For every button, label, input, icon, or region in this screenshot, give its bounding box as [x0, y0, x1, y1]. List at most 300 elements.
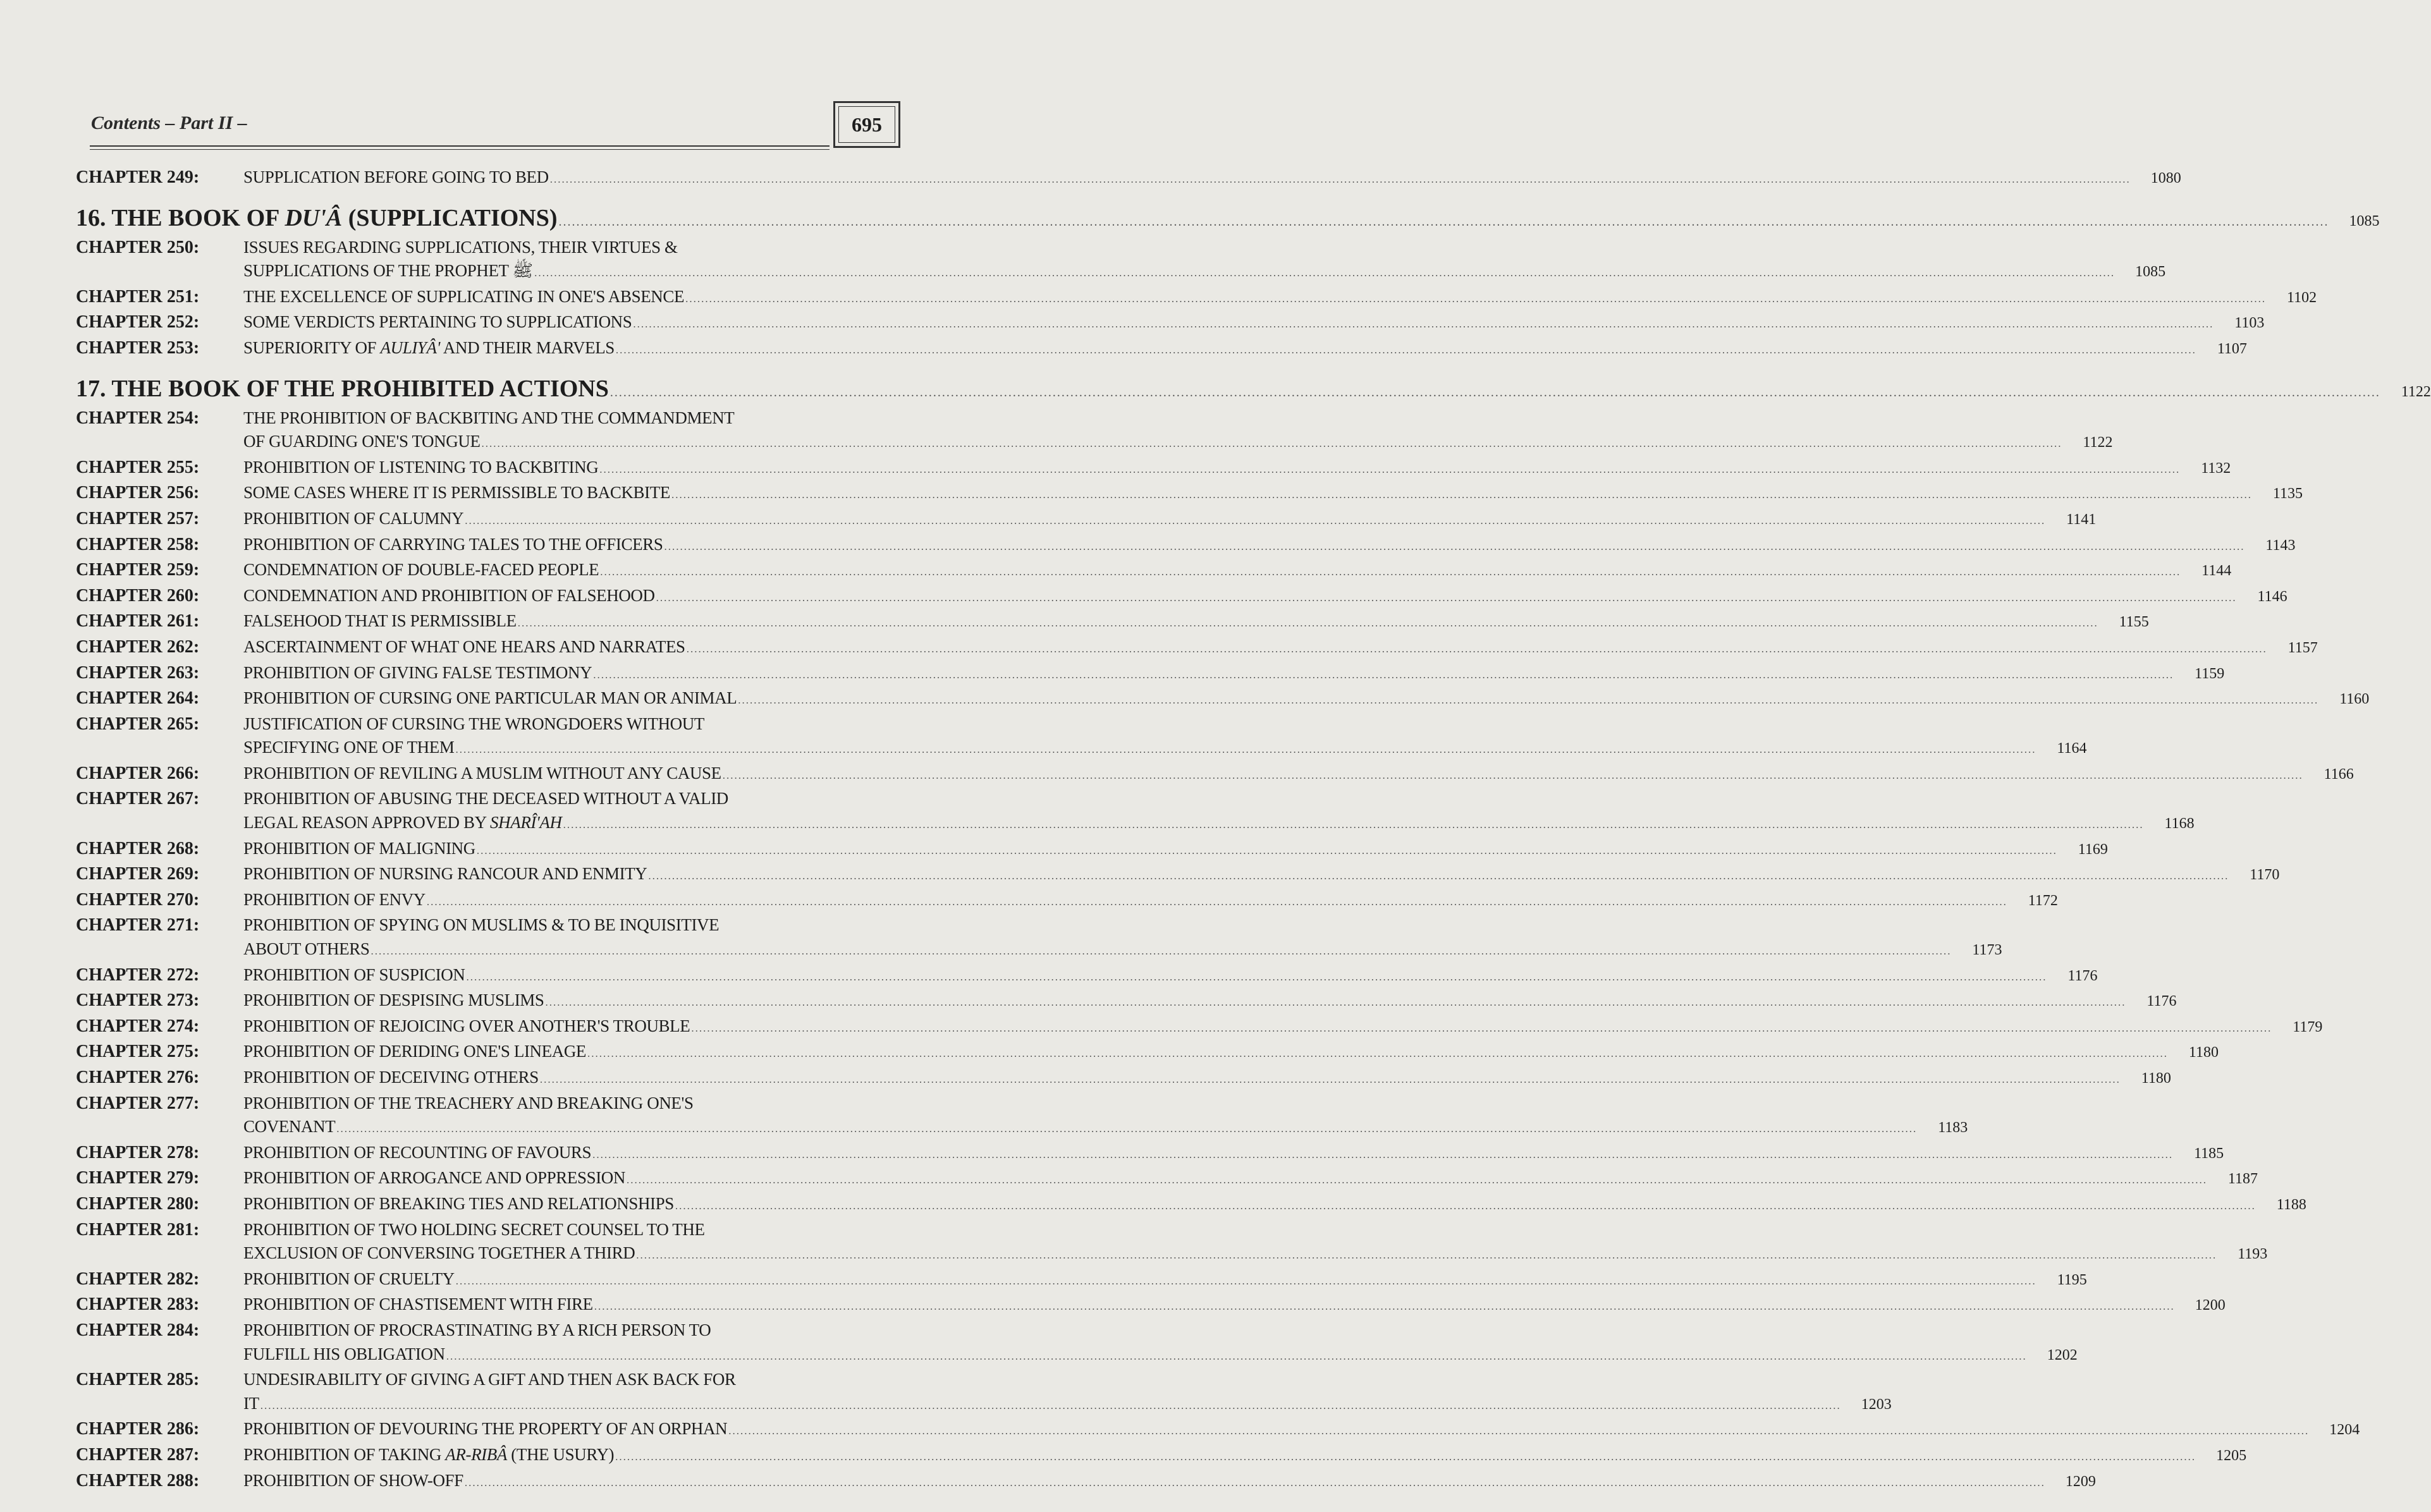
- chapter-page-number: 1203: [1861, 1396, 1892, 1413]
- dot-leader: ................................................................................................................................................................................................................................................................................................................................................................................................................: [336, 1123, 1918, 1135]
- chapter-title: [243, 456, 2231, 482]
- toc-entry[interactable]: [76, 310, 2265, 336]
- chapter-title-text: SOME VERDICTS PERTAINING TO SUPPLICATIONS: [243, 312, 632, 332]
- chapter-page-number: 1204: [2329, 1422, 2360, 1439]
- dot-leader: ................................................................................................................................................................................................................................................................................................................................................................................................................: [455, 743, 2036, 756]
- chapter-title-text: PROHIBITION OF CARRYING TALES TO THE OFFICERS: [243, 534, 663, 554]
- toc-entry[interactable]: [76, 661, 2225, 687]
- dot-leader: ................................................................................................................................................................................................................................................................................................................................................................................................................: [534, 267, 2116, 279]
- toc-entry[interactable]: [76, 1218, 2268, 1267]
- chapter-title-line: [243, 888, 2058, 914]
- chapter-title: [243, 1092, 1968, 1141]
- chapter-title-line: [243, 259, 2166, 285]
- chapter-title-text: FALSEHOOD THAT IS PERMISSIBLE: [243, 611, 517, 631]
- chapter-label: CHAPTER 263:: [76, 662, 200, 683]
- chapter-label: CHAPTER 285:: [76, 1370, 200, 1390]
- chapter-title-text: SPECIFYING ONE OF THEM: [243, 738, 455, 757]
- chapter-label: CHAPTER 271:: [76, 915, 200, 936]
- chapter-title-line: [243, 1066, 2171, 1092]
- header-rule: [90, 145, 830, 147]
- chapter-title-text: PROHIBITION OF CHASTISEMENT WITH FIRE: [243, 1295, 593, 1314]
- chapter-title: [243, 1267, 2087, 1293]
- chapter-title-line: [243, 1115, 1968, 1141]
- chapter-label: CHAPTER 273:: [76, 991, 200, 1011]
- chapter-page-number: 1143: [2265, 537, 2296, 554]
- chapter-title-line: PROHIBITION OF TWO HOLDING SECRET COUNSEL TO THE: [243, 1219, 705, 1239]
- dot-leader: ................................................................................................................................................................................................................................................................................................................................................................................................................: [587, 1047, 2169, 1060]
- chapter-page-number: 1176: [2067, 967, 2098, 984]
- chapter-title-line: [243, 736, 2087, 762]
- chapter-page-number: 1103: [2234, 315, 2265, 332]
- chapter-title-line: [243, 1166, 2258, 1192]
- chapter-page-number: 1176: [2146, 993, 2177, 1010]
- chapter-title: [243, 1015, 2323, 1040]
- chapter-title: [243, 406, 2113, 456]
- chapter-title-line: [243, 533, 2296, 559]
- dot-leader: ................................................................................................................................................................................................................................................................................................................................................................................................................: [728, 1425, 2310, 1437]
- chapter-title-text: THE EXCELLENCE OF SUPPLICATING IN ONE'S ABSENCE: [243, 286, 685, 306]
- chapter-page-number: 1080: [2150, 170, 2181, 186]
- chapter-title: [243, 1293, 2226, 1319]
- chapter-title-text: PROHIBITION OF MALIGNING: [243, 838, 475, 858]
- toc-entry[interactable]: [76, 456, 2231, 482]
- chapter-title: [243, 1319, 2078, 1368]
- dot-leader: ................................................................................................................................................................................................................................................................................................................................................................................................................: [465, 514, 2046, 527]
- toc-entry[interactable]: [76, 285, 2317, 311]
- chapter-title: [243, 1040, 2219, 1066]
- chapter-title-text: PROHIBITION OF BREAKING TIES AND RELATIONSHIPS: [243, 1193, 674, 1213]
- toc-entry[interactable]: [76, 913, 2002, 963]
- chapter-title-line: [243, 456, 2231, 482]
- chapter-title-line: [243, 837, 2108, 863]
- chapter-title: [243, 1417, 2360, 1443]
- dot-leader: ................................................................................................................................................................................................................................................................................................................................................................................................................: [466, 970, 2047, 983]
- chapter-title-text: PROHIBITION OF REJOICING OVER ANOTHER'S TROUBLE: [243, 1016, 690, 1035]
- chapter-title: [243, 1443, 2247, 1469]
- chapter-title-line: [243, 762, 2354, 788]
- dot-leader: ................................................................................................................................................................................................................................................................................................................................................................................................................: [691, 1021, 2272, 1034]
- chapter-label: CHAPTER 255:: [76, 457, 200, 477]
- dot-leader: ................................................................................................................................................................................................................................................................................................................................................................................................................: [455, 1274, 2036, 1287]
- chapter-label: CHAPTER 259:: [76, 560, 200, 580]
- chapter-label: CHAPTER 268:: [76, 838, 200, 858]
- chapter-title-text: PROHIBITION OF DEVOURING THE PROPERTY OF AN ORPHAN: [243, 1419, 728, 1439]
- chapter-title: [243, 635, 2318, 661]
- chapter-title-line: [243, 430, 2113, 456]
- chapter-title-text: ABOUT OTHERS: [243, 939, 370, 959]
- chapter-title: [243, 558, 2232, 584]
- chapter-title-text: LEGAL REASON APPROVED BY SHARÎ'AH: [243, 813, 562, 832]
- toc-entry[interactable]: [76, 558, 2232, 584]
- chapter-title-text: PROHIBITION OF LISTENING TO BACKBITING: [243, 457, 599, 477]
- chapter-label: CHAPTER 287:: [76, 1444, 200, 1465]
- chapter-title-text: PROHIBITION OF NURSING RANCOUR AND ENMITY: [243, 864, 647, 884]
- toc-entry[interactable]: [76, 533, 2296, 559]
- chapter-title-text: SOME CASES WHERE IT IS PERMISSIBLE TO BACKBITE: [243, 483, 670, 503]
- chapter-title: [243, 1166, 2258, 1192]
- chapter-label: CHAPTER 249:: [76, 168, 200, 187]
- dot-leader: ................................................................................................................................................................................................................................................................................................................................................................................................................: [545, 996, 2126, 1009]
- chapter-page-number: 1188: [2276, 1196, 2306, 1213]
- chapter-title: [243, 336, 2247, 362]
- dot-leader: ................................................................................................................................................................................................................................................................................................................................................................................................................: [686, 642, 2267, 655]
- chapter-label: CHAPTER 258:: [76, 534, 200, 554]
- chapter-title-line: [243, 1443, 2247, 1469]
- chapter-title-text: PROHIBITION OF DESPISING MUSLIMS: [243, 991, 544, 1010]
- chapter-page-number: 1144: [2201, 563, 2232, 580]
- chapter-title: [243, 584, 2287, 610]
- dot-leader: ................................................................................................................................................................................................................................................................................................................................................................................................................: [426, 895, 2007, 908]
- chapter-label: CHAPTER 274:: [76, 1016, 200, 1036]
- toc-entry[interactable]: [76, 1293, 2226, 1319]
- chapter-title-line: [243, 285, 2317, 311]
- toc-entry[interactable]: [76, 1092, 1968, 1141]
- chapter-title-text: PROHIBITION OF SHOW-OFF: [243, 1470, 463, 1490]
- chapter-title-text: IT: [243, 1393, 259, 1413]
- dot-leader: ................................................................................................................................................................................................................................................................................................................................................................................................................: [539, 1073, 2121, 1085]
- toc-entry[interactable]: [76, 1192, 2306, 1218]
- chapter-title: [243, 1469, 2096, 1495]
- chapter-title: [243, 1368, 1892, 1417]
- italic-term: AR-RIBÂ: [445, 1444, 507, 1464]
- dot-leader: ................................................................................................................................................................................................................................................................................................................................................................................................................: [593, 668, 2174, 681]
- chapter-label: CHAPTER 270:: [76, 889, 200, 910]
- chapter-page-number: 1187: [2227, 1171, 2258, 1188]
- chapter-title-line: [243, 989, 2177, 1015]
- chapter-label: CHAPTER 286:: [76, 1419, 200, 1439]
- dot-leader: ................................................................................................................................................................................................................................................................................................................................................................................................................: [633, 318, 2214, 331]
- chapter-title-text: PROHIBITION OF TAKING AR-RIBÂ (THE USURY): [243, 1444, 615, 1464]
- chapter-page-number: 1132: [2201, 460, 2231, 477]
- toc-entry[interactable]: [76, 481, 2303, 507]
- book-page-number: 1085: [2349, 212, 2380, 229]
- toc-entry[interactable]: [76, 236, 2166, 285]
- chapter-title-line: ISSUES REGARDING SUPPLICATIONS, THEIR VIRTUES &: [243, 237, 678, 257]
- chapter-label: CHAPTER 254:: [76, 408, 200, 428]
- dot-leader: ................................................................................................................................................................................................................................................................................................................................................................................................................: [260, 1399, 1841, 1411]
- toc-entry[interactable]: [76, 406, 2113, 456]
- chapter-title: [243, 862, 2280, 888]
- toc-entry[interactable]: [76, 507, 2097, 533]
- chapter-label: CHAPTER 278:: [76, 1142, 200, 1162]
- chapter-title-text: SUPPLICATIONS OF THE PROPHET ﷺ: [243, 261, 534, 281]
- chapter-title: [243, 507, 2097, 533]
- chapter-title-line: [243, 1392, 1892, 1418]
- chapter-page-number: 1195: [2057, 1271, 2087, 1288]
- toc-entry[interactable]: [76, 635, 2318, 661]
- book-heading[interactable]: [76, 375, 2431, 406]
- toc-entry[interactable]: [76, 963, 2098, 989]
- chapter-page-number: 1185: [2194, 1145, 2224, 1162]
- chapter-page-number: 1102: [2286, 289, 2317, 306]
- dot-leader: ................................................................................................................................................................................................................................................................................................................................................................................................................: [476, 844, 2057, 857]
- dot-leader: ................................................................................................................................................................................................................................................................................................................................................................................................................: [685, 292, 2267, 305]
- chapter-title: [243, 1192, 2306, 1218]
- book-title: 17. THE BOOK OF THE PROHIBITED ACTIONS: [76, 375, 609, 402]
- chapter-title: [243, 533, 2296, 559]
- chapter-label: CHAPTER 260:: [76, 585, 200, 606]
- chapter-title-line: JUSTIFICATION OF CURSING THE WRONGDOERS WITHOUT: [243, 714, 704, 733]
- chapter-label: CHAPTER 261:: [76, 611, 200, 631]
- dot-leader: ................................................................................................................................................................................................................................................................................................................................................................................................................: [722, 769, 2303, 781]
- toc-entry[interactable]: [76, 1368, 1892, 1417]
- chapter-title-text: PROHIBITION OF REVILING A MUSLIM WITHOUT ANY CAUSE: [243, 763, 721, 783]
- chapter-title: [243, 310, 2265, 336]
- toc-entry[interactable]: [76, 762, 2354, 788]
- chapter-page-number: 1168: [2164, 815, 2195, 832]
- chapter-page-number: 1193: [2238, 1246, 2268, 1263]
- dot-leader: ................................................................................................................................................................................................................................................................................................................................................................................................................: [671, 489, 2252, 501]
- chapter-label: CHAPTER 252:: [76, 312, 200, 332]
- chapter-title-text: SUPERIORITY OF AULIYÂ' AND THEIR MARVELS: [243, 338, 615, 357]
- chapter-label: CHAPTER 265:: [76, 714, 200, 734]
- chapter-page-number: 1180: [2188, 1044, 2219, 1061]
- chapter-title-line: [243, 558, 2232, 584]
- chapter-title-line: [243, 686, 2370, 712]
- header-rule-thin: [90, 149, 830, 150]
- chapter-title-text: EXCLUSION OF CONVERSING TOGETHER A THIRD: [243, 1243, 635, 1263]
- running-title: Contents – Part II –: [91, 113, 247, 133]
- chapter-title: [243, 1066, 2171, 1092]
- chapter-title-text: PROHIBITION OF CALUMNY: [243, 508, 464, 528]
- chapter-page-number: 1122: [2083, 434, 2113, 451]
- chapter-title-text: PROHIBITION OF SUSPICION: [243, 965, 465, 984]
- toc-entry[interactable]: [76, 1141, 2224, 1167]
- chapter-title: [243, 989, 2177, 1015]
- book-heading[interactable]: [76, 204, 2380, 236]
- dot-leader: ................................................................................................................................................................................................................................................................................................................................................................................................................: [600, 566, 2181, 578]
- toc-entry[interactable]: [76, 1469, 2096, 1495]
- dot-leader: ................................................................................................................................................................................................................................................................................................................................................................................................................: [464, 1476, 2045, 1489]
- page-number: 695: [838, 106, 895, 143]
- chapter-title-line: [243, 811, 2195, 837]
- toc-entry[interactable]: [76, 1443, 2247, 1469]
- chapter-page-number: 1202: [2047, 1346, 2078, 1363]
- chapter-title-line: [243, 1293, 2226, 1319]
- chapter-label: CHAPTER 288:: [76, 1470, 200, 1491]
- italic-term: AULIYÂ': [380, 338, 441, 357]
- chapter-page-number: 1166: [2324, 765, 2354, 783]
- chapter-label: CHAPTER 262:: [76, 637, 200, 657]
- chapter-label: CHAPTER 282:: [76, 1269, 200, 1289]
- chapter-label: CHAPTER 283:: [76, 1295, 200, 1315]
- chapter-label: CHAPTER 275:: [76, 1042, 200, 1062]
- chapter-title-line: PROHIBITION OF PROCRASTINATING BY A RICH PERSON TO: [243, 1320, 711, 1339]
- toc-entry[interactable]: [76, 837, 2108, 863]
- chapter-title-line: [243, 1417, 2360, 1443]
- chapter-title-line: UNDESIRABILITY OF GIVING A GIFT AND THEN ASK BACK FOR: [243, 1370, 736, 1389]
- chapter-page-number: 1157: [2287, 639, 2318, 656]
- chapter-title-text: PROHIBITION OF DERIDING ONE'S LINEAGE: [243, 1042, 587, 1061]
- dot-leader: ................................................................................................................................................................................................................................................................................................................................................................................................................: [558, 214, 2329, 229]
- chapter-page-number: 1160: [2339, 691, 2370, 708]
- toc-entry[interactable]: [76, 862, 2280, 888]
- chapter-title-text: FULFILL HIS OBLIGATION: [243, 1344, 445, 1363]
- chapter-title: [243, 609, 2149, 635]
- chapter-title: [243, 661, 2225, 687]
- dot-leader: ................................................................................................................................................................................................................................................................................................................................................................................................................: [656, 591, 2237, 604]
- chapter-title-text: PROHIBITION OF CRUELTY: [243, 1269, 455, 1288]
- chapter-title-line: [243, 1015, 2323, 1040]
- toc-entry[interactable]: [76, 888, 2058, 914]
- chapter-title: [243, 481, 2303, 507]
- chapter-title-line: [243, 1141, 2224, 1167]
- chapter-label: CHAPTER 277:: [76, 1093, 200, 1113]
- chapter-title-line: [243, 862, 2280, 888]
- chapter-label: CHAPTER 281:: [76, 1219, 200, 1240]
- dot-leader: ................................................................................................................................................................................................................................................................................................................................................................................................................: [738, 694, 2319, 707]
- dot-leader: ................................................................................................................................................................................................................................................................................................................................................................................................................: [594, 1300, 2175, 1313]
- chapter-page-number: 1135: [2272, 485, 2303, 503]
- chapter-title-text: COVENANT: [243, 1117, 336, 1137]
- toc-entry[interactable]: [76, 584, 2287, 610]
- chapter-title-line: [243, 963, 2098, 989]
- dot-leader: ................................................................................................................................................................................................................................................................................................................................................................................................................: [592, 1148, 2174, 1161]
- toc-entry[interactable]: [76, 336, 2247, 362]
- chapter-title-line: [243, 609, 2149, 635]
- chapter-title-text: PROHIBITION OF RECOUNTING OF FAVOURS: [243, 1142, 592, 1162]
- page-header: [90, 101, 900, 153]
- chapter-title-line: [243, 1267, 2087, 1293]
- chapter-title-line: [243, 310, 2265, 336]
- chapter-title-line: [243, 1469, 2096, 1495]
- chapter-title-line: [243, 336, 2247, 362]
- chapter-title-line: PROHIBITION OF ABUSING THE DECEASED WITHOUT A VALID: [243, 789, 728, 808]
- chapter-title: [243, 963, 2098, 989]
- chapter-title-line: [243, 584, 2287, 610]
- toc-entry[interactable]: [76, 787, 2195, 836]
- chapter-label: CHAPTER 276:: [76, 1068, 200, 1087]
- book-title: 16. THE BOOK OF DU'Â (SUPPLICATIONS): [76, 204, 558, 231]
- chapter-title: [243, 1218, 2268, 1267]
- chapter-page-number: 1209: [2065, 1473, 2096, 1490]
- chapter-label: CHAPTER 267:: [76, 789, 200, 809]
- chapter-title-text: PROHIBITION OF DECEIVING OTHERS: [243, 1068, 539, 1087]
- page-number-box: [833, 101, 900, 148]
- chapter-title-text: ASCERTAINMENT OF WHAT ONE HEARS AND NARRATES: [243, 637, 685, 656]
- chapter-title-line: [243, 661, 2225, 687]
- chapter-label: CHAPTER 251:: [76, 286, 200, 307]
- chapter-label: CHAPTER 269:: [76, 864, 200, 884]
- chapter-title: [243, 762, 2354, 788]
- chapter-title: [243, 837, 2108, 863]
- chapter-title: [243, 787, 2195, 836]
- dot-leader: ................................................................................................................................................................................................................................................................................................................................................................................................................: [615, 343, 2196, 356]
- chapter-page-number: 1159: [2195, 665, 2225, 682]
- chapter-title-text: PROHIBITION OF ARROGANCE AND OPPRESSION: [243, 1168, 625, 1188]
- dot-leader: ................................................................................................................................................................................................................................................................................................................................................................................................................: [599, 463, 2181, 475]
- chapter-label: CHAPTER 272:: [76, 965, 200, 985]
- chapter-title-line: THE PROHIBITION OF BACKBITING AND THE COMMANDMENT: [243, 408, 735, 427]
- chapter-label: CHAPTER 264:: [76, 688, 200, 709]
- chapter-page-number: 1180: [2141, 1070, 2171, 1087]
- chapter-page-number: 1085: [2135, 264, 2166, 281]
- chapter-title-text: CONDEMNATION OF DOUBLE-FACED PEOPLE: [243, 560, 599, 580]
- chapter-page-number: 1179: [2293, 1018, 2323, 1035]
- dot-leader: ................................................................................................................................................................................................................................................................................................................................................................................................................: [627, 1174, 2207, 1186]
- toc-entry[interactable]: [76, 1066, 2171, 1092]
- chapter-page-number: 1107: [2217, 340, 2247, 357]
- italic-term: SHARÎ'AH: [490, 813, 562, 832]
- chapter-page-number: 1169: [2078, 841, 2108, 858]
- chapter-page-number: 1141: [2066, 511, 2097, 528]
- chapter-title: [243, 686, 2370, 712]
- toc-entry[interactable]: [76, 712, 2087, 762]
- toc-entry[interactable]: [76, 1417, 2360, 1443]
- chapter-label: CHAPTER 284:: [76, 1320, 200, 1340]
- chapter-title-line: [243, 1192, 2306, 1218]
- dot-leader: ................................................................................................................................................................................................................................................................................................................................................................................................................: [517, 617, 2098, 630]
- chapter-label: CHAPTER 257:: [76, 508, 200, 528]
- toc-entry[interactable]: [76, 989, 2177, 1015]
- chapter-title-line: PROHIBITION OF SPYING ON MUSLIMS & TO BE INQUISITIVE: [243, 915, 720, 935]
- toc-entry[interactable]: [76, 609, 2149, 635]
- toc-entry[interactable]: [76, 686, 2370, 712]
- toc-entry[interactable]: [76, 166, 2181, 192]
- chapter-title-line: [243, 166, 2181, 192]
- toc-entry[interactable]: [76, 1267, 2087, 1293]
- chapter-title-line: PROHIBITION OF THE TREACHERY AND BREAKING ONE'S: [243, 1093, 694, 1113]
- chapter-title-text: OF GUARDING ONE'S TONGUE: [243, 432, 481, 451]
- book-page-number: 1122: [2401, 383, 2431, 400]
- dot-leader: ................................................................................................................................................................................................................................................................................................................................................................................................................: [609, 385, 2380, 399]
- chapter-label: CHAPTER 256:: [76, 483, 200, 503]
- chapter-title-text: PROHIBITION OF ENVY: [243, 889, 426, 909]
- chapter-label: CHAPTER 253:: [76, 338, 200, 358]
- dot-leader: ................................................................................................................................................................................................................................................................................................................................................................................................................: [446, 1350, 2027, 1362]
- chapter-page-number: 1155: [2119, 614, 2149, 631]
- chapter-title: [243, 166, 2181, 192]
- chapter-title-line: [243, 481, 2303, 507]
- chapter-page-number: 1170: [2250, 867, 2280, 884]
- chapter-title-line: [243, 635, 2318, 661]
- chapter-label: CHAPTER 250:: [76, 237, 200, 257]
- chapter-title-line: [243, 937, 2002, 963]
- dot-leader: ................................................................................................................................................................................................................................................................................................................................................................................................................: [563, 819, 2144, 831]
- chapter-page-number: 1205: [2216, 1447, 2247, 1464]
- chapter-page-number: 1172: [2028, 892, 2058, 909]
- chapter-label: CHAPTER 266:: [76, 763, 200, 783]
- dot-leader: ................................................................................................................................................................................................................................................................................................................................................................................................................: [675, 1199, 2256, 1212]
- dot-leader: ................................................................................................................................................................................................................................................................................................................................................................................................................: [549, 173, 2131, 185]
- chapter-label: CHAPTER 279:: [76, 1168, 200, 1188]
- chapter-title-text: PROHIBITION OF CURSING ONE PARTICULAR MAN OR ANIMAL: [243, 688, 737, 708]
- toc-entry[interactable]: [76, 1319, 2078, 1368]
- dot-leader: ................................................................................................................................................................................................................................................................................................................................................................................................................: [648, 870, 2229, 882]
- chapter-page-number: 1146: [2257, 588, 2287, 605]
- chapter-title-line: [243, 507, 2097, 533]
- chapter-title: [243, 913, 2002, 963]
- dot-leader: ................................................................................................................................................................................................................................................................................................................................................................................................................: [664, 540, 2245, 552]
- dot-leader: ................................................................................................................................................................................................................................................................................................................................................................................................................: [615, 1450, 2196, 1463]
- italic-term: DU'Â: [285, 204, 343, 231]
- chapter-title: [243, 1141, 2224, 1167]
- chapter-title: [243, 285, 2317, 311]
- chapter-page-number: 1173: [1972, 942, 2002, 959]
- toc-entry[interactable]: [76, 1166, 2258, 1192]
- chapter-page-number: 1200: [2195, 1297, 2226, 1314]
- chapter-title-text: SUPPLICATION BEFORE GOING TO BED: [243, 168, 549, 186]
- chapter-title: [243, 888, 2058, 914]
- dot-leader: ................................................................................................................................................................................................................................................................................................................................................................................................................: [370, 945, 1952, 958]
- chapter-label: CHAPTER 280:: [76, 1193, 200, 1214]
- chapter-title-text: CONDEMNATION AND PROHIBITION OF FALSEHOOD: [243, 585, 655, 605]
- chapter-title-line: [243, 1040, 2219, 1066]
- table-of-contents: [76, 166, 2431, 1494]
- toc-entry[interactable]: [76, 1015, 2323, 1040]
- toc-entry[interactable]: [76, 1040, 2219, 1066]
- chapter-title-line: [243, 1241, 2268, 1267]
